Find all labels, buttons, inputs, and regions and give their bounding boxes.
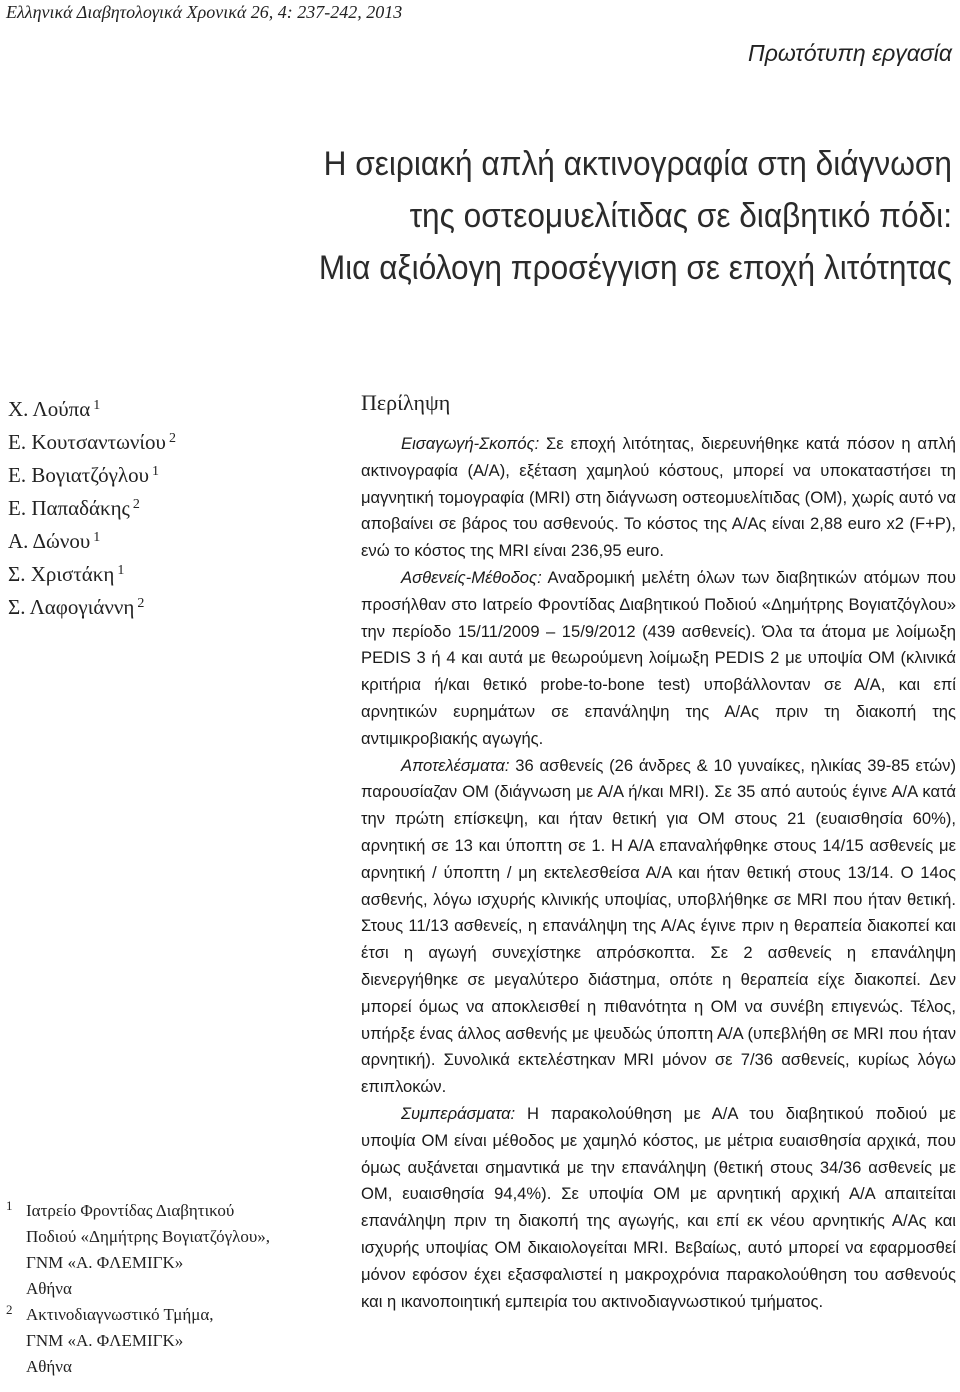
abstract-heading: Περίληψη (361, 390, 451, 415)
author-list (8, 391, 176, 622)
section-label: Συμπεράσματα: (401, 1103, 516, 1123)
affiliation-marker: 1 (152, 464, 160, 479)
affiliation-marker: 2 (168, 431, 176, 446)
author-name: Χ. Λούπα (8, 397, 91, 421)
article-title (115, 138, 952, 294)
author (8, 424, 176, 457)
title-line: της οστεομυελίτιδας σε διαβητικό πόδι: (409, 197, 952, 235)
paragraph-text: Αναδρομική μελέτη όλων των διαβητικών ατόμων που προσήλθαν στο Ιατρείο Φροντίδας Διαβητικού Ποδιού «Δημήτρης Βογιατζόγλου» την περίοδο 15/11/2009 – 15/9/2012 (439 ασθενείς). Όλα τα άτομα με λοίμωξη PEDIS 3 ή 4 και αυτά με θεωρούμενη λοίμωξη PEDIS 2 με υποψία ΟΜ (κλινικά κριτήρια ή/και θετικό probe-to-bone test) υποβάλλονταν σε Α/Α, και επί αρνητικών ευρημάτων σε επανάληψη της Α/Ας πριν τη διακοπή της αντιμικροβιακής αγωγής. (361, 567, 956, 748)
author-name: Ε. Κουτσαντωνίου (8, 430, 166, 454)
title-line: Η σειριακή απλή ακτινογραφία στη διάγνωση (323, 145, 953, 183)
affiliation-line: Ιατρείο Φροντίδας Διαβητικού (26, 1201, 235, 1220)
affiliation (6, 1198, 336, 1302)
affiliation-marker: 1 (117, 563, 125, 578)
author (8, 391, 176, 424)
abstract-paragraph-introduction (361, 431, 956, 565)
abstract-paragraph-conclusions (361, 1101, 956, 1315)
abstract (361, 388, 956, 1315)
affiliation-line: ΓΝΜ «Α. ΦΛΕΜΙΓΚ» (26, 1253, 184, 1272)
paragraph-text: Η παρακολούθηση με Α/Α του διαβητικού ποδιού με υποψία ΟΜ είναι μέθοδος με χαμηλό κόστος, με μέτρια ευαισθησία αρχικά, που όμως αυξάνεται σημαντικά με την επανάληψη (θετική στους 34/36 ασθενείς με ΟΜ, ευαισθησία 94,4%). Σε υποψία ΟΜ με αρνητική αρχική Α/Α απαιτείται επανάληψη πριν τη διακοπή της αγωγής, και επί εκ νέου αρνητικής Α/Ας και ισχυρής υποψίας ΟΜ δικαιολογείται MRI. Βεβαίως, αυτό μπορεί να εφαρμοσθεί μόνον εφόσον έχει εξασφαλιστεί η μακροχρόνια παρακολούθηση του ασθενούς και η ικανοποιητική εμπειρία του ακτινοδιαγνωστικού τμήματος. (361, 1103, 956, 1311)
author-name: Σ. Λαφογιάννη (8, 595, 135, 619)
affiliation-marker: 1 (93, 398, 101, 413)
author-name: Ε. Βογιατζόγλου (8, 463, 150, 487)
affiliation-line: Ποδιού «Δημήτρης Βογιατζόγλου», (26, 1227, 271, 1246)
author (8, 589, 176, 622)
author (8, 556, 176, 589)
paragraph-text: Σε εποχή λιτότητας, διερευνήθηκε κατά πόσον η απλή ακτινογραφία (Α/Α), εξέταση χαμηλού κόστους, μπορεί να υποκαταστήσει τη μαγνητική τομογραφία (MRI) στη διάγνωση οστεομυελίτιδας (ΟΜ), χωρίς αυτό να αποβαίνει σε βάρος του ασθενούς. Το κόστος της Α/Ας είναι 2,88 euro x2 (F+P), ενώ το κόστος της MRI είναι 236,95 euro. (361, 434, 956, 561)
title-line: Μια αξιόλογη προσέγγιση σε εποχή λιτότητας (318, 249, 952, 287)
affiliation-line: Αθήνα (26, 1279, 72, 1298)
author-name: Σ. Χριστάκη (8, 562, 115, 586)
affiliations (6, 1198, 336, 1380)
abstract-paragraph-results (361, 753, 956, 1101)
affiliation-line: Ακτινοδιαγνωστικό Τμήμα, (26, 1305, 214, 1324)
author-name: Ε. Παπαδάκης (8, 496, 130, 520)
paragraph-text: 36 ασθενείς (26 άνδρες & 10 γυναίκες, ηλικίας 39-85 ετών) παρουσίαζαν ΟΜ (διάγνωση με Α/Α ή/και MRI). Σε 35 από αυτούς έγινε Α/Α κατά την πρώτη επίσκεψη, και ήταν θετική για ΟΜ στους 21 (ευαισθησία 60%), αρνητική σε 13 και ύποπτη σε 1. Η Α/Α επαναλήφθηκε στους 14/15 ασθενείς με αρνητική / ύποπτη / μη εκτελεσθείσα Α/Α και ήταν θετική στους 13/14. Ο 14ος ασθενής, λόγω ισχυρής κλινικής υποψίας, υποβλήθηκε σε MRI που ήταν θετική. Στους 11/13 ασθενείς, η επανάληψη της Α/Ας έγινε πριν η θεραπεία διακοπεί και έτσι η αγωγή συνεχίστηκε απρόσκοπτα. Σε 2 ασθενείς η επανάληψη διενεργήθηκε σε μεγαλύτερο διάστημα, οπότε η θεραπεία είχε διακοπεί. Δεν μπορεί όμως να αποκλεισθεί η πιθανότητα η ΟΜ να συνέβη επιγενώς. Τέλος, υπήρξε ένας άλλος ασθενής με ψευδώς ύποπτη Α/Α (υπεβλήθη σε MRI που ήταν αρνητική). Συνολικά εκτελέστηκαν MRI μόνον σε 7/36 ασθενείς, κυρίως λόγω επιπλοκών. (361, 755, 956, 1097)
affiliation-number: 2 (6, 1302, 13, 1317)
affiliation-marker: 1 (93, 530, 101, 545)
affiliation-line: ΓΝΜ «Α. ΦΛΕΜΙΓΚ» (26, 1331, 184, 1350)
affiliation-number: 1 (6, 1198, 13, 1213)
article-type: Πρωτότυπη εργασία (748, 40, 952, 66)
author (8, 523, 176, 556)
author (8, 457, 176, 490)
section-label: Εισαγωγή-Σκοπός: (401, 434, 540, 453)
section-label: Ασθενείς-Μέθοδος: (401, 567, 542, 587)
abstract-paragraph-methods (361, 565, 956, 753)
affiliation-line: Αθήνα (26, 1357, 72, 1376)
author (8, 490, 176, 523)
section-label: Αποτελέσματα: (401, 755, 510, 775)
affiliation-marker: 2 (132, 497, 140, 512)
author-name: Α. Δώνου (8, 529, 91, 553)
affiliation-marker: 2 (137, 596, 145, 611)
journal-reference: Ελληνικά Διαβητολογικά Χρονικά 26, 4: 237-242, 2013 (6, 2, 403, 22)
affiliation (6, 1302, 336, 1380)
